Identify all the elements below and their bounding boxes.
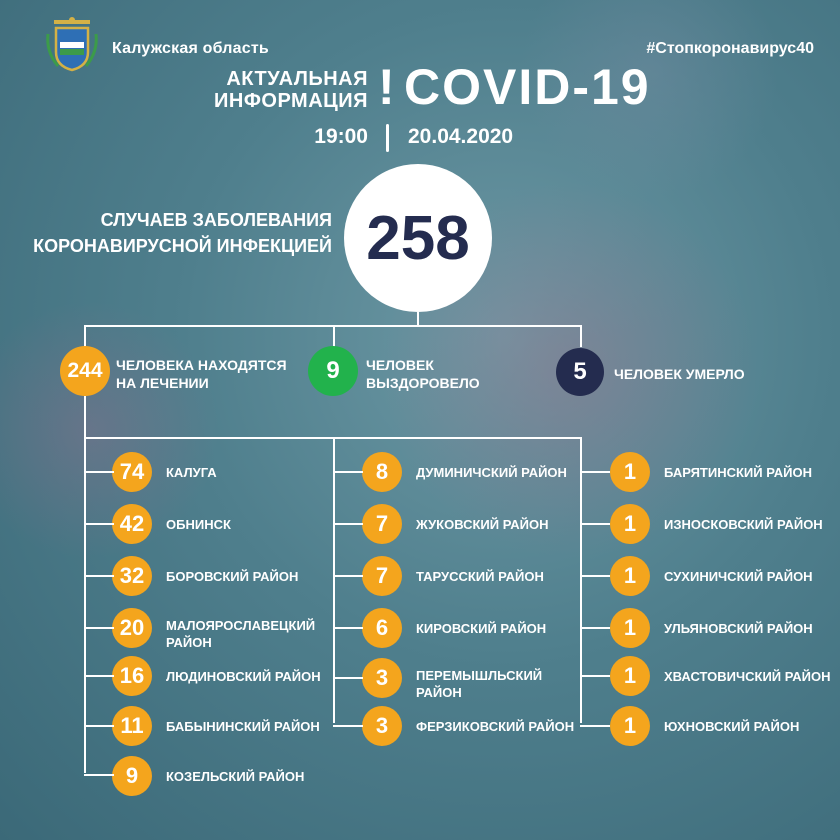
- connector-line: [580, 437, 582, 723]
- district-row: [610, 554, 813, 598]
- district-count: 74: [112, 452, 152, 492]
- district-name: [166, 617, 315, 651]
- district-count: 3: [362, 658, 402, 698]
- district-name: ЖУКОВСКИЙ РАЙОН: [416, 516, 549, 532]
- district-name: БАБЫНИНСКИЙ РАЙОН: [166, 718, 320, 734]
- title-caption: [214, 68, 368, 112]
- district-name: КОЗЕЛЬСКИЙ РАЙОН: [166, 768, 305, 784]
- region-name: Калужская область: [112, 40, 269, 57]
- district-row: [362, 450, 567, 494]
- deaths-count: 5: [556, 348, 604, 396]
- title-line-1: АКТУАЛЬНАЯ: [226, 68, 368, 90]
- divider: [386, 124, 389, 152]
- district-count: 32: [112, 556, 152, 596]
- district-name-line-2: РАЙОН: [166, 635, 212, 650]
- treatment-label-line-2: НА ЛЕЧЕНИИ: [116, 375, 209, 391]
- total-cases-label: [33, 207, 332, 259]
- report-date: 20.04.2020: [408, 125, 514, 148]
- exclamation-mark: !: [378, 59, 395, 115]
- connector-line: [580, 325, 582, 347]
- district-name: СУХИНИЧСКИЙ РАЙОН: [664, 568, 813, 584]
- district-name: ХВАСТОВИЧСКИЙ РАЙОН: [664, 668, 831, 684]
- district-row: [610, 502, 823, 546]
- connector-tick: [84, 471, 114, 473]
- district-count: 6: [362, 608, 402, 648]
- district-row: [610, 654, 831, 698]
- connector-tick: [84, 725, 114, 727]
- total-label-line-1: СЛУЧАЕВ ЗАБОЛЕВАНИЯ: [100, 210, 332, 230]
- district-name: КАЛУГА: [166, 464, 217, 480]
- report-time: 19:00: [314, 125, 368, 148]
- recovered-label-line-1: ЧЕЛОВЕК: [366, 357, 434, 373]
- recovered-label: [366, 356, 480, 392]
- district-count: 11: [112, 706, 152, 746]
- district-row: [610, 606, 813, 650]
- district-count: 7: [362, 504, 402, 544]
- hashtag: #Стопкоронавирус40: [646, 40, 814, 57]
- district-row: [362, 502, 548, 546]
- district-name: КИРОВСКИЙ РАЙОН: [416, 620, 547, 636]
- district-name-line-2: РАЙОН: [416, 685, 462, 700]
- district-row: [610, 704, 799, 748]
- connector-tick: [580, 471, 610, 473]
- connector-tick: [84, 627, 114, 629]
- district-row: [112, 654, 321, 698]
- connector-line: [333, 437, 335, 723]
- district-row: [112, 606, 315, 650]
- treatment-label: [116, 356, 287, 392]
- connector-tick: [580, 725, 610, 727]
- district-count: 3: [362, 706, 402, 746]
- district-count: 20: [112, 608, 152, 648]
- connector-tick: [333, 575, 363, 577]
- district-count: 1: [610, 452, 650, 492]
- district-name-line-1: МАЛОЯРОСЛАВЕЦКИЙ: [166, 618, 316, 633]
- district-name: ТАРУССКИЙ РАЙОН: [416, 568, 544, 584]
- district-row: [112, 554, 298, 598]
- connector-line: [84, 396, 86, 438]
- recovered-label-line-2: ВЫЗДОРОВЕЛО: [366, 375, 480, 391]
- district-name: ЮХНОВСКИЙ РАЙОН: [664, 718, 800, 734]
- connector-tick: [333, 627, 363, 629]
- connector-tick: [84, 575, 114, 577]
- connector-line: [333, 325, 335, 347]
- recovered-count: 9: [308, 346, 358, 396]
- connector-line: [84, 437, 86, 773]
- district-count: 1: [610, 504, 650, 544]
- deaths-label: ЧЕЛОВЕК УМЕРЛО: [614, 366, 745, 382]
- district-row: [112, 502, 231, 546]
- district-row: [112, 450, 217, 494]
- main-title: COVID-19: [404, 59, 651, 115]
- district-name: ОБНИНСК: [166, 516, 231, 532]
- district-name: БАРЯТИНСКИЙ РАЙОН: [664, 464, 812, 480]
- total-cases-value: 258: [344, 164, 492, 312]
- district-name: ЛЮДИНОВСКИЙ РАЙОН: [166, 668, 321, 684]
- district-count: 7: [362, 556, 402, 596]
- connector-tick: [84, 675, 114, 677]
- district-count: 1: [610, 706, 650, 746]
- district-name: ФЕРЗИКОВСКИЙ РАЙОН: [416, 718, 575, 734]
- district-name: [416, 667, 542, 701]
- connector-tick: [580, 675, 610, 677]
- connector-tick: [580, 575, 610, 577]
- district-count: 8: [362, 452, 402, 492]
- district-name-line-1: ПЕРЕМЫШЛЬСКИЙ: [416, 668, 543, 683]
- connector-tick: [580, 523, 610, 525]
- district-count: 1: [610, 556, 650, 596]
- connector-tick: [333, 523, 363, 525]
- district-count: 16: [112, 656, 152, 696]
- connector-tick: [84, 523, 114, 525]
- connector-tick: [333, 471, 363, 473]
- connector-line: [417, 312, 419, 326]
- district-row: [362, 554, 544, 598]
- district-name: ИЗНОСКОВСКИЙ РАЙОН: [664, 516, 823, 532]
- district-row: [610, 450, 812, 494]
- coat-of-arms-icon: [44, 16, 100, 74]
- connector-tick: [84, 774, 114, 776]
- district-count: 1: [610, 608, 650, 648]
- connector-tick: [580, 627, 610, 629]
- district-row: [362, 656, 542, 700]
- district-count: 1: [610, 656, 650, 696]
- district-row: [112, 754, 304, 798]
- treatment-label-line-1: ЧЕЛОВЕКА НАХОДЯТСЯ: [116, 357, 287, 373]
- connector-tick: [333, 725, 363, 727]
- district-name: БОРОВСКИЙ РАЙОН: [166, 568, 299, 584]
- connector-tick: [333, 677, 363, 679]
- district-name: УЛЬЯНОВСКИЙ РАЙОН: [664, 620, 813, 636]
- district-name: ДУМИНИЧСКИЙ РАЙОН: [416, 464, 567, 480]
- title-line-2: ИНФОРМАЦИЯ: [214, 90, 368, 112]
- total-label-line-2: КОРОНАВИРУСНОЙ ИНФЕКЦИЕЙ: [33, 236, 332, 256]
- district-row: [112, 704, 320, 748]
- district-row: [362, 606, 546, 650]
- district-count: 42: [112, 504, 152, 544]
- connector-line: [84, 325, 86, 347]
- district-count: 9: [112, 756, 152, 796]
- treatment-count: 244: [60, 346, 110, 396]
- district-row: [362, 704, 574, 748]
